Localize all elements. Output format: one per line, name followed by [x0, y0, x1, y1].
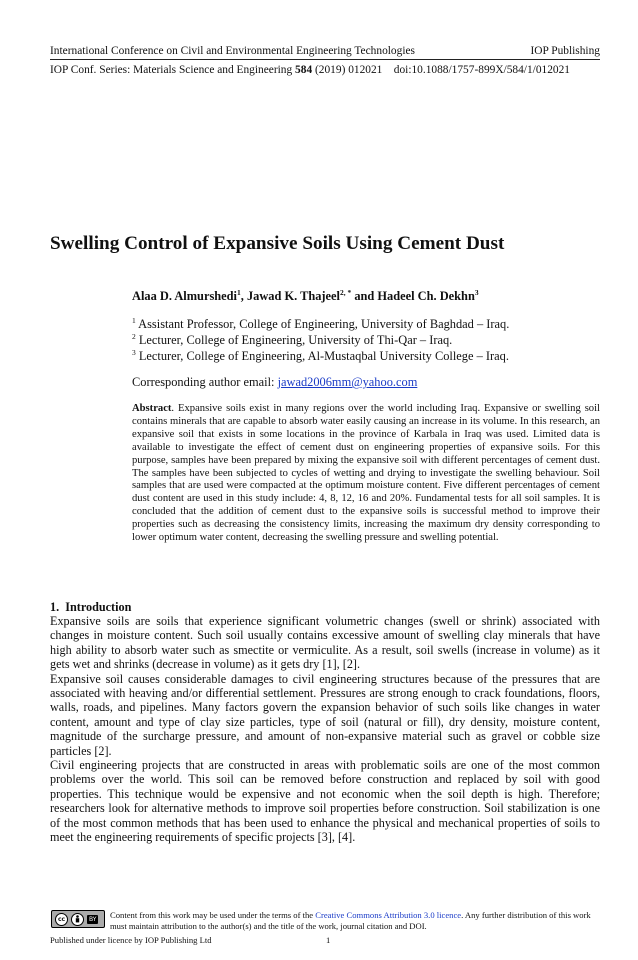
- affiliation-sup: 1: [132, 316, 136, 325]
- affiliation-list: [132, 316, 600, 365]
- header-rule: [50, 59, 600, 60]
- cc-by-badge[interactable]: [51, 910, 105, 928]
- introduction-body: [50, 614, 600, 845]
- author-3: and Hadeel Ch. Dekhn: [351, 289, 475, 303]
- conference-name: International Conference on Civil and Environmental Engineering Technologies: [50, 45, 415, 57]
- paper-title: Swelling Control of Expansive Soils Using Cement Dust: [50, 233, 505, 254]
- person-icon: [71, 913, 84, 926]
- section-heading-introduction: 1. Introduction: [50, 600, 132, 614]
- license-notice: [110, 910, 600, 932]
- published-notice: Published under licence by IOP Publishing Ltd: [50, 935, 212, 945]
- running-header: [50, 44, 600, 58]
- author-1: Alaa D. Almurshedi: [132, 289, 237, 303]
- email-link[interactable]: jawad2006mm@yahoo.com: [277, 375, 418, 389]
- affiliation-text: Assistant Professor, College of Engineering, University of Baghdad – Iraq.: [135, 317, 510, 331]
- paragraph: Expansive soils are soils that experience significant volumetric changes (swell or shrink) associated with changes in moisture content. Such soil usually contains excessive amount of swelling clay minerals that have high ability to absorb water such as smectite or vermiculite. As a result, soil swells (increase in volume) as it gets wet and shrinks (decrease in volume) as it gets dry [1], [2].: [50, 614, 600, 672]
- by-label: BY: [89, 915, 97, 923]
- series-volume: 584: [295, 64, 313, 76]
- corresponding-label: Corresponding author email:: [132, 375, 278, 389]
- person-glyph: [74, 915, 81, 923]
- license-link[interactable]: Creative Commons Attribution 3.0 licence: [315, 910, 462, 920]
- author-2-sup: 2, *: [340, 288, 352, 297]
- affiliation-item: [132, 332, 600, 348]
- author-1-sup: 1: [237, 288, 241, 297]
- abstract-text: . Expansive soils exist in many regions over the world including Iraq. Expansive or swelling soil contains minerals that are capable to absorb water easily causing an increase in its volume. In this research, an expansive soil that exists in some locations in the province of Karbala in Iraq was used. Limited data is available to investigate the effect of cement dust on engineering properties of expansive soils. For this purpose, samples have been prepared by mixing the expansive soil with different percentages of cement dust. The samples have been subjected to cycles of wetting and drying to investigate the swelling behaviour. Soil samples that are used were compacted at the optimum moisture content. Five different percentages of cement dust content are used in this study include: 4, 8, 12, 16 and 20%. Fundamental tests for all soil samples. It is concluded that the addition of cement dust to the expansive soils is successful method to improve their properties such as decreasing the consistency limits, increasing the maximum dry density corresponding to lower optimum water content, decreasing the swelling pressure and swelling potential.: [132, 403, 600, 544]
- author-list: [132, 288, 600, 304]
- series-line: [50, 63, 600, 77]
- affiliation-sup: 2: [132, 332, 136, 342]
- cc-icon: cc: [55, 913, 68, 926]
- affiliation-item: [132, 316, 600, 332]
- publisher-name: IOP Publishing: [530, 45, 600, 57]
- affiliation-text: Lecturer, College of Engineering, University of Thi-Qar – Iraq.: [135, 333, 453, 348]
- affiliation-sup: 3: [132, 348, 136, 358]
- page-number: 1: [326, 935, 331, 945]
- paragraph: Expansive soil causes considerable damages to civil engineering structures because of the pressures that are associated with heaving and/or differential settlement. Pressures are strong enough to crack foundations, floors, walls, roads, and pipelines. Many factors govern the expansion behavior of such soils like changes in water content, amount and type of clay size particles, type of soil (natural or fill), dry density, moisture content, magnitude of the surcharge pressure, and amount of non-expansive material such as gravel or cobble size particles [2].: [50, 671, 600, 758]
- series-suffix: (2019) 012021 doi:10.1088/1757-899X/584/1/012021: [312, 64, 571, 76]
- abstract: [132, 403, 600, 545]
- abstract-label: Abstract: [132, 403, 172, 414]
- affiliation-item: [132, 348, 600, 364]
- affiliation-text: Lecturer, College of Engineering, Al-Mustaqbal University College – Iraq.: [135, 349, 509, 364]
- corresponding-author: [132, 374, 600, 390]
- author-3-sup: 3: [474, 288, 479, 297]
- paragraph: Civil engineering projects that are constructed in areas with problematic soils are one of the most common problems over the world. This soil can be removed before construction and replaced by soil with good properties. This technique would be expensive and not economic when the soil depth is high. Therefore; researchers look for alternative methods to improve soil properties before construction. Soil stabilization is one of the most common methods that has been used to enhance the physical and mechanical properties of soils to meet the engineering requirements of specific projects [3], [4].: [50, 758, 600, 845]
- series-prefix: IOP Conf. Series: Materials Science and Engineering: [50, 64, 296, 76]
- license-text-post: . Any further distribution of this work must maintain attribution to the author(s) and the title of the work, journal citation and DOI.: [110, 910, 591, 931]
- license-text-pre: Content from this work may be used under the terms of the: [110, 910, 316, 920]
- author-2: , Jawad K. Thajeel: [240, 289, 340, 303]
